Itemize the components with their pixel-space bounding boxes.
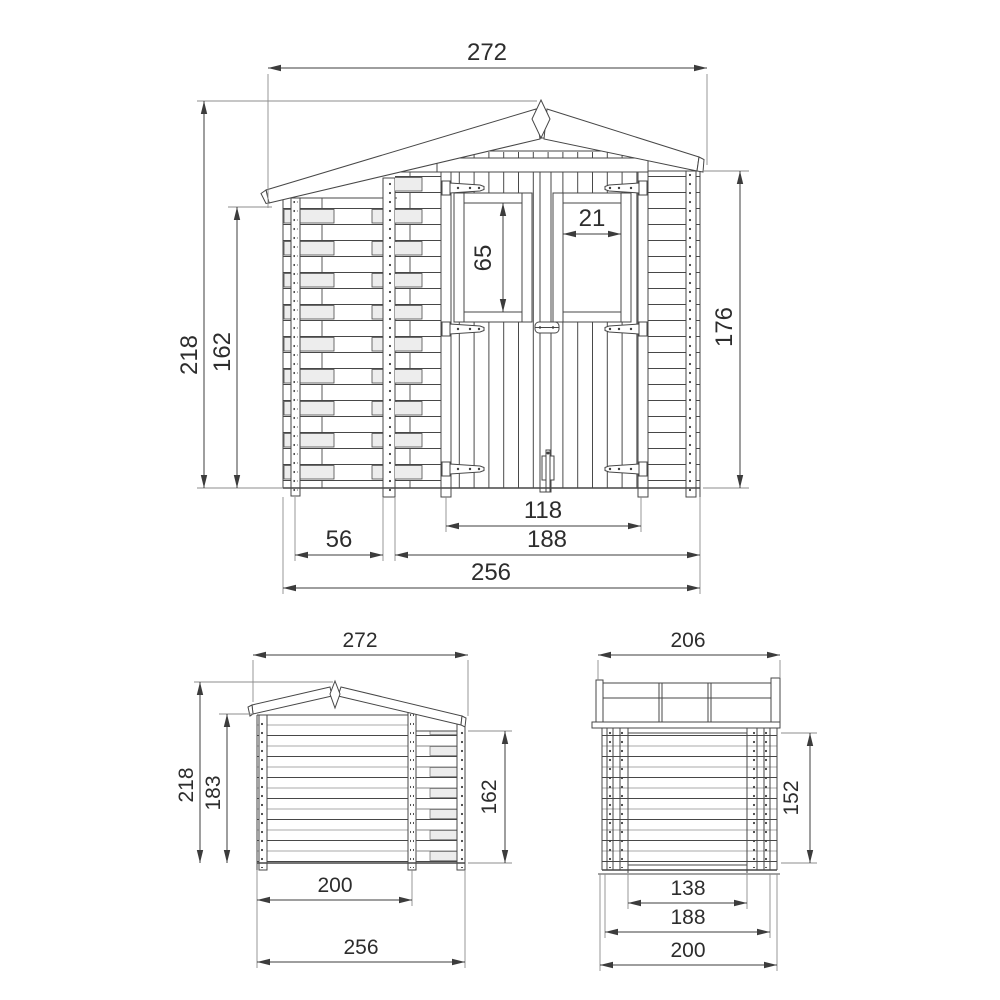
front-double-doors [441,172,648,497]
dim-label-front-side-wall-height: 162 [209,331,236,373]
eaves-strip [592,722,780,728]
door-latch-icon [535,322,559,333]
front-right-wall [648,171,700,497]
dim-label-side-wall-depth: 188 [670,906,706,929]
roof-edge-board-right [771,678,780,726]
dim-label-side-base-depth: 200 [670,939,706,962]
dim-label-front-wall-height: 176 [711,306,738,348]
dim-label-back-roof-width: 272 [342,629,378,652]
dim-label-door-width: 118 [523,497,563,524]
dim-label-front-section-width: 188 [526,526,568,553]
door-header-board [437,158,648,172]
dim-label-back-front-corner-height: 162 [478,779,501,815]
dim-label-side-roof-depth: 206 [670,629,706,652]
dim-label-back-rear-wall-height: 183 [202,775,225,811]
dim-label-side-inner-depth: 138 [670,877,706,900]
front-left-wall [283,178,397,497]
dim-label-side-section-width: 56 [325,526,353,553]
dim-label-front-total-height: 218 [176,334,203,376]
side-roof [592,678,780,728]
dim-label-back-total-height: 218 [175,767,198,803]
dim-label-front-roof-width: 272 [466,39,508,66]
front-mid-strip [395,172,443,488]
dim-label-window-width: 21 [578,205,606,232]
back-wall [257,712,465,870]
roof-edge-board-left [596,680,603,727]
dim-label-front-base-width: 256 [470,559,512,586]
dim-label-back-floor-width: 200 [317,874,353,897]
dim-label-back-base-width: 256 [343,936,379,959]
side-wall [602,728,777,873]
dim-label-side-wall-height: 152 [780,780,803,816]
dim-label-window-height: 65 [470,244,497,272]
